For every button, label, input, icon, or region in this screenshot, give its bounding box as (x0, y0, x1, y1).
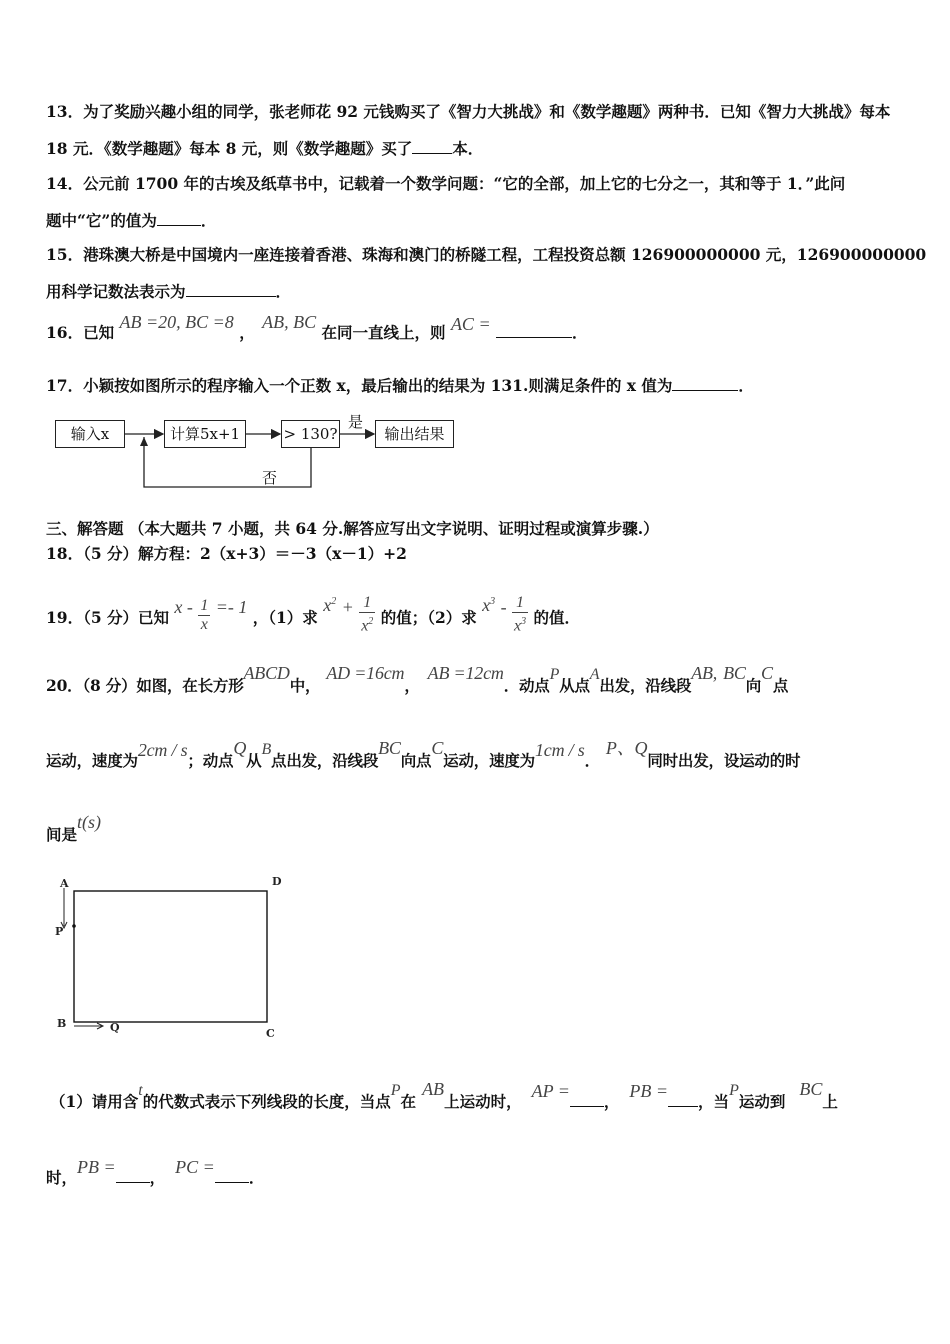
section-heading: 三、解答题 （本大题共 7 小题，共 64 分.解答应写出文字说明、证明过程或演算步骤.） (46, 519, 659, 538)
q15-line1: 15．港珠澳大桥是中国境内一座连接着香港、珠海和澳门的桥隧工程，工程投资总额 126900000000 元，126900000000 (46, 245, 927, 264)
flow-yes-label: 是 (348, 413, 364, 431)
fraction: $\frac{1}{x^3}$ (513, 594, 527, 635)
flow-output-box: 输出结果 (375, 420, 454, 448)
q13-line1: 13．为了奖励兴趣小组的同学，张老师花 92 元钱购买了《智力大挑战》和《数学趣题》两种书．已知《智力大挑战》每本 (46, 102, 891, 121)
answer-blank[interactable] (116, 1168, 150, 1183)
answer-blank[interactable] (570, 1092, 604, 1107)
q16-line: 16．已知 AB =20, BC =8 ， AB, BC 在同一直线上，则 AC = ． (46, 312, 588, 342)
q20-line1: 20．（8 分）如图，在长方形ABCD中，AD =16cm，AB =12cm．动点P从点A出发，沿线段AB, BC向C点 (46, 663, 789, 695)
vertex-c-label: C (266, 1027, 275, 1040)
q20-line2: 运动，速度为2cm / s；动点Q从B点出发，沿线段BC向点C运动，速度为1cm / s．P、Q同时出发，设运动的时 (46, 738, 801, 770)
q14-line1: 14．公元前 1700 年的古埃及纸草书中，记载着一个数学问题：“它的全部，加上它的七分之一，其和等于 1．”此问 (46, 174, 846, 193)
flow-input-box: 输入x (55, 420, 125, 448)
flow-condition-box: > 130? (281, 420, 340, 448)
vertex-b-label: B (57, 1017, 67, 1030)
vertex-d-label: D (272, 875, 282, 888)
point-p-label: P (55, 925, 64, 938)
vertex-a-label: A (60, 877, 69, 890)
fraction: $\frac{1}{x^2}$ (361, 594, 374, 635)
point-q-label: Q (110, 1021, 120, 1034)
flow-no-label: 否 (262, 469, 278, 487)
flow-compute-box: 计算5x+1 (164, 420, 246, 448)
answer-blank[interactable] (668, 1092, 698, 1107)
answer-blank[interactable] (215, 1168, 249, 1183)
q19-line: 19．（5 分）已知 x - $\frac{1}{x}$ =- 1 ，（1）求 $x^2$ + $\frac{1}{x^2}$ 的值；（2）求 $x^3$ - $\frac{1}{x^3}$ 的值． (46, 594, 580, 635)
q14-line2: 题中“它”的值为 ． (46, 211, 217, 230)
flowchart-arrows (0, 0, 950, 500)
q20-part1-line2: 时，PB =，PC =． (46, 1157, 265, 1187)
q17-line: 17．小颖按如图所示的程序输入一个正数 x，最后输出的结果为 131.则满足条件的 x 值为 ． (46, 376, 754, 395)
rectangle-abcd (40, 870, 300, 1050)
q20-part1-line1: （1）请用含t的代数式表示下列线段的长度，当点P在AB上运动时，AP =，PB =，当P运动到BC上 (50, 1079, 838, 1111)
q15-line2: 用科学记数法表示为 ． (46, 282, 292, 301)
q20-line3: 间是t(s) (46, 812, 102, 844)
fraction: $\frac{1}{x}$ (200, 596, 209, 633)
q13-line2: 18 元．《数学趣题》每本 8 元，则《数学趣题》买了 本． (46, 139, 484, 158)
q18-line: 18．（5 分）解方程：2（x+3）＝－3（x－1）+2 (46, 544, 407, 563)
